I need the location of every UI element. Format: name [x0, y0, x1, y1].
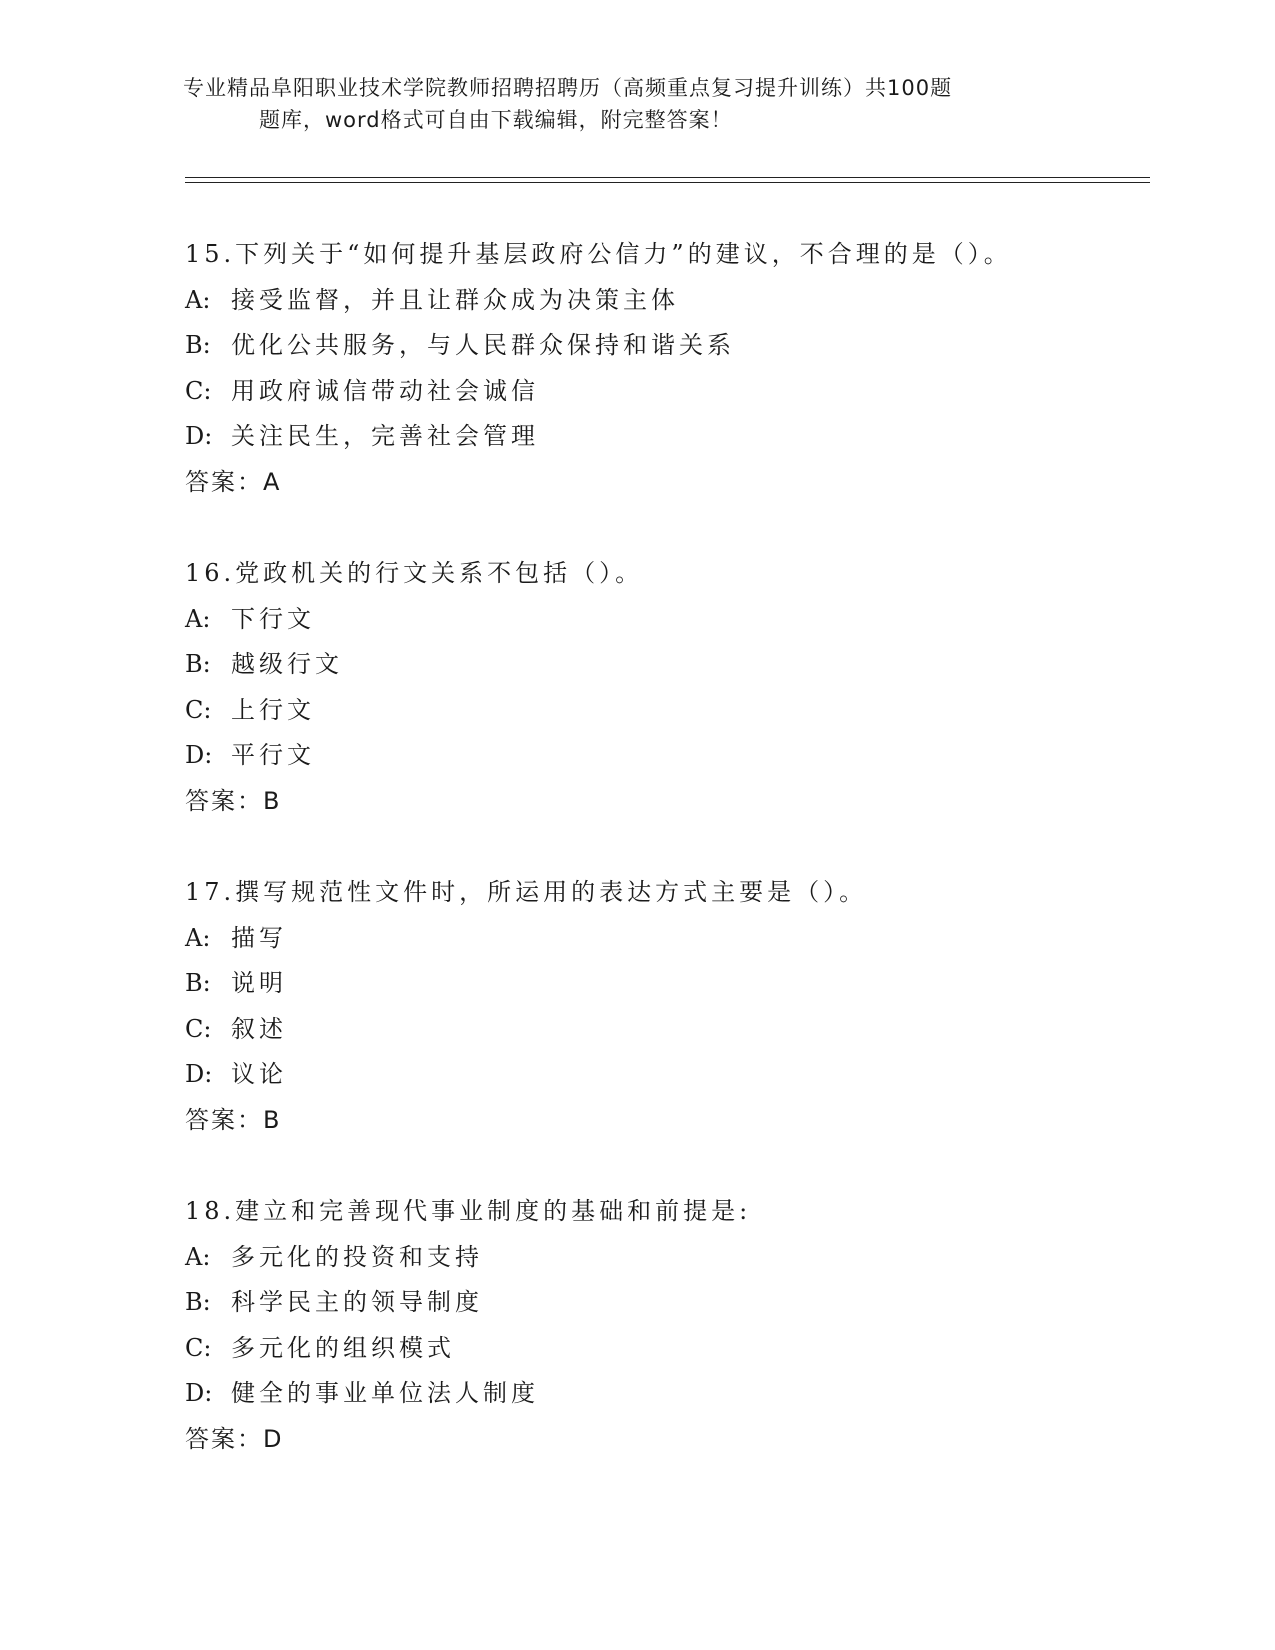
option-key: B: [185, 1288, 211, 1316]
answer-line: 答案：D [185, 1424, 284, 1453]
question-stem: 15.下列关于“如何提升基层政府公信力”的建议，不合理的是（）。 [185, 240, 1012, 268]
option-key: C: [185, 376, 212, 405]
option-text: 议论 [231, 1060, 287, 1088]
option-c [185, 1007, 1145, 1053]
option-key: A: [185, 285, 211, 314]
question-item [185, 232, 1145, 505]
option-c [185, 1326, 1145, 1372]
option-key: C: [185, 1014, 212, 1043]
option-key: A: [185, 1242, 211, 1271]
option-text: 关注民生，完善社会管理 [231, 422, 539, 450]
option-text: 接受监督，并且让群众成为决策主体 [231, 285, 679, 314]
option-key: B: [185, 969, 211, 997]
question-stem: 18.建立和完善现代事业制度的基础和前提是: [185, 1197, 752, 1225]
option-b [185, 323, 1145, 369]
option-key: D: [185, 1379, 213, 1407]
answer-line: 答案：B [185, 1105, 282, 1134]
option-a [185, 1235, 1145, 1281]
header-title-line-2: 题库，word格式可自由下载编辑，附完整答案！ [259, 108, 733, 132]
option-key: A: [185, 923, 211, 952]
option-key: B: [185, 331, 211, 359]
option-c [185, 688, 1145, 734]
option-d [185, 733, 1145, 779]
header-divider-bottom [185, 182, 1150, 183]
option-d [185, 1371, 1145, 1417]
option-key: A: [185, 604, 211, 633]
option-text: 描写 [231, 923, 287, 952]
option-key: B: [185, 650, 211, 678]
option-text: 说明 [231, 969, 287, 997]
option-text: 用政府诚信带动社会诚信 [231, 376, 539, 405]
option-d [185, 1052, 1145, 1098]
option-text: 多元化的组织模式 [231, 1333, 455, 1362]
option-b [185, 1280, 1145, 1326]
header-divider-top [185, 177, 1150, 178]
question-stem: 16.党政机关的行文关系不包括（）。 [185, 559, 644, 587]
question-list [185, 232, 1145, 1508]
option-text: 越级行文 [231, 650, 343, 678]
option-text: 下行文 [231, 604, 315, 633]
option-text: 优化公共服务，与人民群众保持和谐关系 [231, 331, 735, 359]
option-text: 科学民主的领导制度 [231, 1288, 483, 1316]
option-d [185, 414, 1145, 460]
answer-line: 答案：B [185, 786, 282, 815]
option-text: 上行文 [231, 695, 315, 724]
question-item [185, 1189, 1145, 1462]
option-b [185, 642, 1145, 688]
option-c [185, 369, 1145, 415]
option-text: 平行文 [231, 741, 315, 769]
option-key: C: [185, 1333, 212, 1362]
document-header [183, 72, 1063, 136]
option-a [185, 278, 1145, 324]
option-b [185, 961, 1145, 1007]
question-item [185, 551, 1145, 824]
option-key: D: [185, 741, 213, 769]
option-a [185, 597, 1145, 643]
option-text: 健全的事业单位法人制度 [231, 1379, 539, 1407]
header-title-line-1: 专业精品阜阳职业技术学院教师招聘招聘历（高频重点复习提升训练）共100题 [183, 76, 953, 100]
option-text: 多元化的投资和支持 [231, 1242, 483, 1271]
answer-line: 答案：A [185, 467, 282, 496]
question-stem: 17.撰写规范性文件时，所运用的表达方式主要是（）。 [185, 878, 868, 906]
question-item [185, 870, 1145, 1143]
option-key: D: [185, 422, 213, 450]
option-key: D: [185, 1060, 213, 1088]
option-key: C: [185, 695, 212, 724]
option-a [185, 916, 1145, 962]
option-text: 叙述 [231, 1014, 287, 1043]
